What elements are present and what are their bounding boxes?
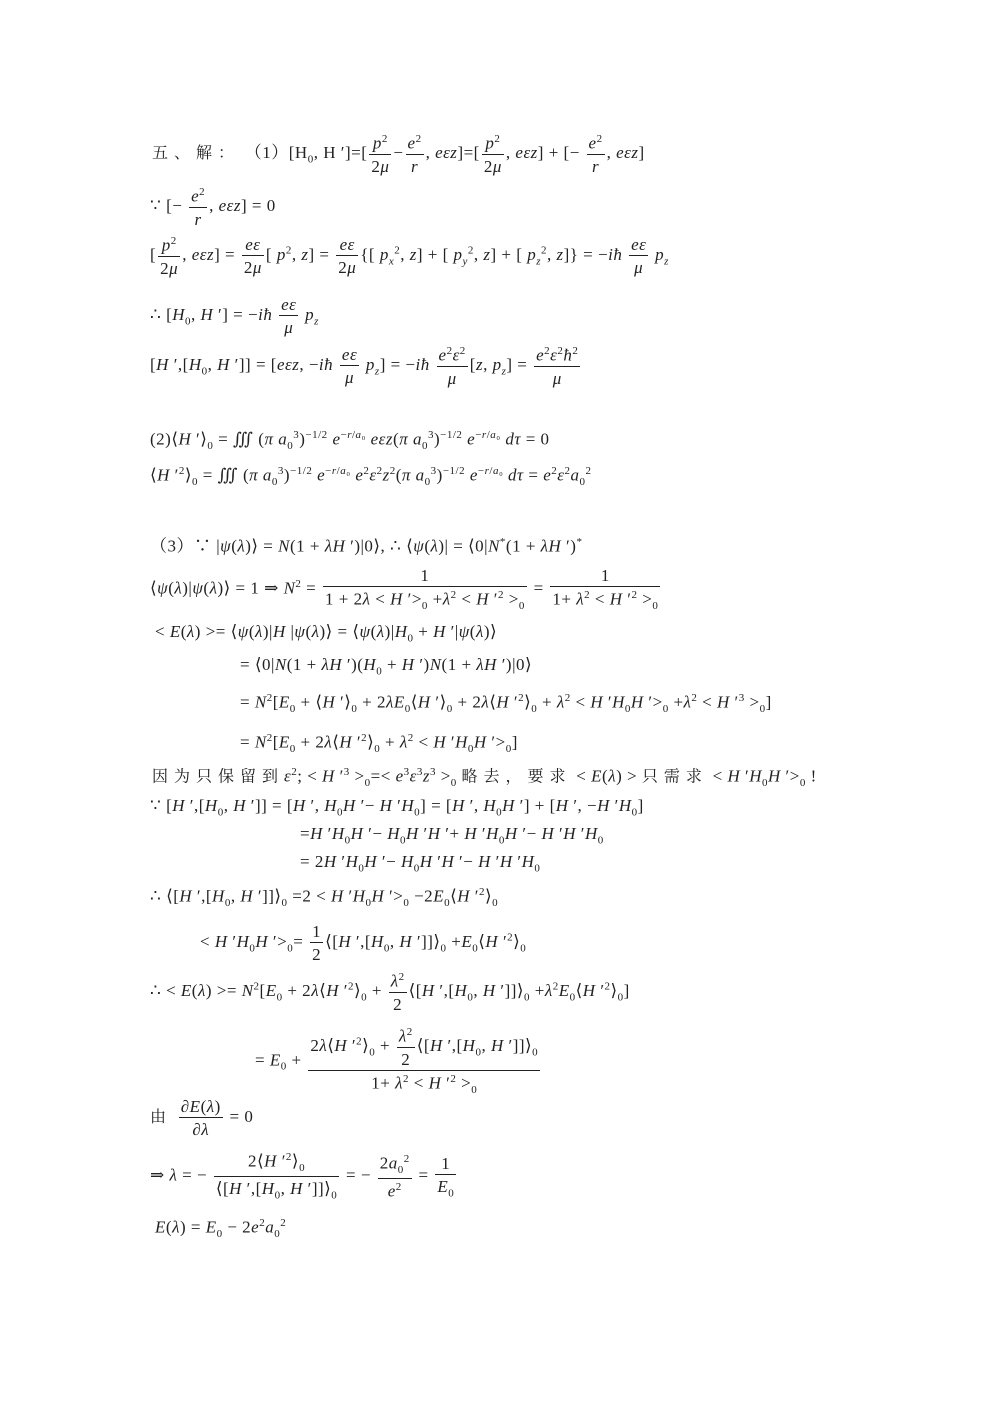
line-part3-eq3: < E(λ) >= ⟨ψ(λ)|H |ψ(λ)⟩ = $⟨\psi(\lambda)|H_0 + H$ ′|ψ(λ)⟩ (155, 622, 498, 645)
line-part3-eq1: （3）∵ |ψ(λ)⟩ = N(1 + λH ′)|0⟩, ∴ ⟨ψ(λ)| = ⟨0|N*(1 + λH ′)* (150, 536, 583, 556)
line-part3-eq16: $E(\lambda) = E_0 - 2e^2a_0^2$ (155, 1217, 287, 1241)
line-part3-eq5: = $N^2[E_0$ + ⟨H $'⟩_0$ + $2\lambda E_0⟨H$ $'⟩_0$ + 2λ⟨H $'^2⟩_0 + \lambda^2 < H$ $'H_0H$ $'>_0 +\lambda^2 < H$ $'^3 >_0$] (240, 692, 772, 716)
line-part1-eq3: [ $\frac{p^2}{2\mu}$ , eεz] = $\frac{e\varepsilon}{2\mu}$ [ $p^2$, z] = $\frac{e\varepsilon}{2\mu}$ {[ $p_x^2$, z] + [ $p_y^2$, z] + [ $p_z^2$, z]} = −iħ $\frac{e\varepsilon}{\mu}$ $p_z$ (150, 235, 669, 278)
line-part3-note: 因为只保留到$\varepsilon^2$; < H $'^3 >_0=< e^3\varepsilon^3z^3 >_0$ 略去，要求 < E(λ) > 只需求 < H $'H_0H$ $'>_0$ ! (152, 766, 817, 790)
line-part2-eq1: (2)⟨H $'⟩_0$ = ∭ (π $a_0^3)^{-1/2}$ $e^{-r/a_0}$ eεz(π $a_0^3)^{-1/2}$ $e^{-r/a_0}$ dτ = 0 (150, 429, 550, 453)
line-part3-eq10: ∴ ⟨[H $',[H_0$, H $']]⟩_0 =2 < H$ $'H_0H$ $'>_0$ $-2E_0⟨H$ $'^2⟩_0$ (150, 886, 499, 910)
line-part3-eq13: = $E_0$ + 2λ⟨H $'^2⟩_0$ + $\frac{\lambda^2}{2}$ ⟨[H $',[H_0$, H $']]⟩_0$ $1+ \lambda^2 < H$ $'^2 >_0$ (255, 1026, 539, 1096)
line-part3-eq12: ∴ < $E(\lambda) >= N^2[E_0$ + 2λ⟨H $'^2⟩_0$ + $\frac{\lambda^2}{2}$ ⟨[H $',[H_0$, H $']]⟩_0$ $+\lambda^2E_0⟨H$ $'^2⟩_0$] (150, 971, 630, 1014)
line-part3-eq15: ⇒ λ = − $\frac{2⟨H '^2⟩_0}{⟨[H ',[H_0, H ']]⟩_0}$ = − $\frac{2a_0^2}{e^2}$ = $\frac{1}{E_0}$ (150, 1151, 455, 1202)
line-part3-eq14: 由 $\frac{\partial E(\lambda)}{\partial\lambda}$ = 0 (150, 1097, 254, 1139)
line-part3-eq2: ⟨ψ(λ)|ψ(λ)⟩ = 1 ⇒ $N^2$ = $\frac{1}{1 + 2\lambda < H '>_0 +\lambda^2 < H '^2 >_0}$ = $\frac{1}{1+ \lambda^2 < H '^2 >_0}$ (150, 566, 659, 613)
line-part3-eq9: = 2H $'H_0H$ ′− $H_0H$ ′H ′− H ′H $'H_0$ (300, 852, 541, 875)
line-part3-eq4: = ⟨0|N(1 + λH $')(H_0 + H$ ′)N(1 + λH ′)|0⟩ (240, 655, 533, 678)
line-part3-eq8: =H $'H_0H$ ′− $H_0H$ ′H ′+ H $'H_0H$ ′− H ′H $'H_0$ (300, 824, 604, 847)
line-part2-eq2: ⟨H $'^2⟩_0$ = ∭ (π $a_0^3)^{-1/2}$ $e^{-r/a_0}$ $e^2\varepsilon^2z^2(\pi$ $a_0^3)^{-1/2}$ $e^{-r/a_0}$ $d\tau = e^2\varepsilon^2a_0^2$ (150, 465, 592, 489)
line-part3-eq6: = $N^2[E_0$ + 2λ⟨H $'^2⟩_0 + \lambda^2 < H$ $'H_0H$ $'>_0$] (240, 732, 518, 756)
line-part1-eq5: [H $',[H_0$, H ′]] = [eεz, −iħ $\frac{e\varepsilon}{\mu}$ $p_z$] = −iħ $\frac{e^2\varepsilon^2}{\mu}$ [z, $p_z$] = $\frac{e^2\varepsilon^2ħ^2}{\mu}$ (150, 345, 579, 388)
line-part3-eq7: ∵ [H $',[H_0$, H ′]] = [H ′, $H_0H$ ′− H $'H_0] = [H$ ′, $H_0H$ ′] + [H ′, −H $'H_0$] (150, 796, 644, 819)
line-part1-eq2: ∵ [− $\frac{e^2}{r}$ , eεz] = 0 (150, 186, 276, 229)
line-part3-eq11: < H $'H_0H$ $'>_0=$ $\frac{1}{2}$ ⟨[H $',[H_0$, H $']]⟩_0$ $+E_0⟨H$ $'^2⟩_0$ (200, 922, 527, 964)
line-part1-eq1: 五、解： $(1)[H_0$, H ′]=[ $\frac{p^2}{2\mu}$ − $\frac{e^2}{r}$ , eεz]=[ $\frac{p^2}{2\mu}$ , eεz] + [− $\frac{e^2}{r}$ , eεz] (152, 133, 645, 176)
line-part1-eq4: ∴ [$H_0$, H ′] = −iħ $\frac{e\varepsilon}{\mu}$ $p_z$ (150, 295, 319, 337)
solution-header: 五、解： (152, 143, 241, 163)
